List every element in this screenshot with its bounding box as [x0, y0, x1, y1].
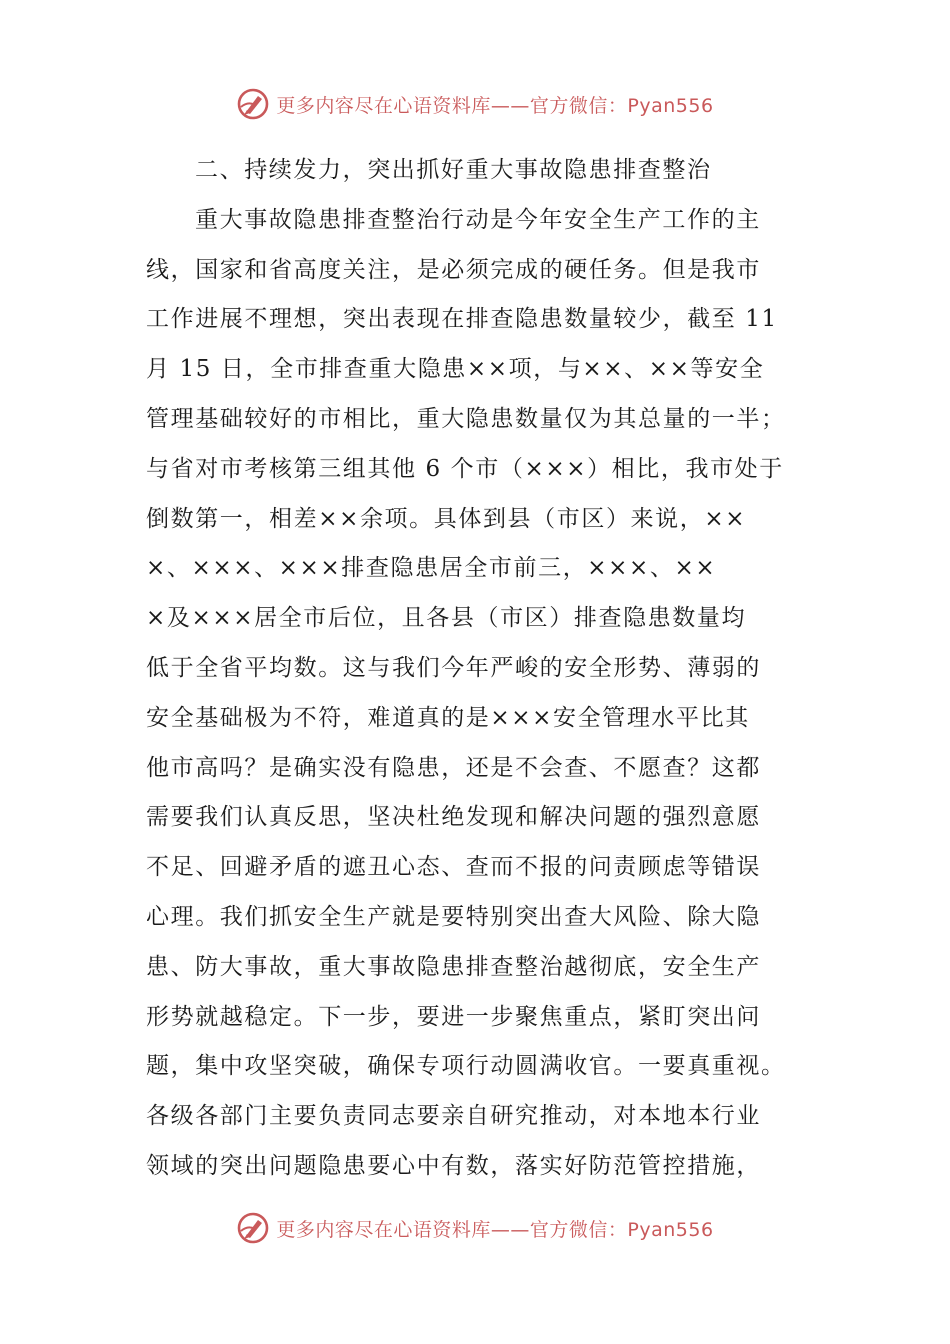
- paragraph-line: 领域的突出问题隐患要心中有数，落实好防范管控措施，: [146, 1152, 761, 1179]
- paragraph-line: 不足、回避矛盾的遮丑心态、查而不报的问责顾虑等错误: [146, 854, 761, 881]
- watermark-header: [0, 84, 950, 124]
- paragraph-line: 心理。我们抓安全生产就是要特别突出查大风险、除大隐: [146, 903, 761, 930]
- section-heading: 二、持续发力，突出抓好重大事故隐患排查整治: [195, 157, 712, 183]
- watermark-text: 更多内容尽在心语资料库——官方微信：Pyan556: [276, 94, 714, 117]
- paragraph-line: 形势就越稳定。下一步，要进一步聚焦重点，紧盯突出问: [146, 1003, 761, 1030]
- paragraph-line: 他市高吗？是确实没有隐患，还是不会查、不愿查？这都: [146, 754, 761, 781]
- paragraph-line: 安全基础极为不符，难道真的是×××安全管理水平比其: [146, 704, 750, 731]
- paragraph-line: 月 15 日，全市排查重大隐患××项，与××、××等安全: [146, 356, 765, 383]
- watermark-footer: [0, 1208, 950, 1248]
- paragraph-line: 与省对市考核第三组其他 6 个市（×××）相比，我市处于: [146, 455, 784, 482]
- paragraph-line: 题，集中攻坚突破，确保专项行动圆满收官。一要真重视。: [146, 1053, 786, 1080]
- paragraph-line: 各级各部门主要负责同志要亲自研究推动，对本地本行业: [146, 1103, 761, 1130]
- paragraph-line: 线，国家和省高度关注，是必须完成的硬任务。但是我市: [146, 256, 761, 283]
- paragraph-line: 低于全省平均数。这与我们今年严峻的安全形势、薄弱的: [146, 654, 761, 681]
- document-body: [146, 146, 810, 1192]
- paragraph-line: 工作进展不理想，突出表现在排查隐患数量较少，截至 11: [146, 306, 778, 333]
- paragraph-line: ×、×××、×××排查隐患居全市前三，×××、××: [146, 555, 717, 582]
- paragraph-line: 倒数第一，相差××余项。具体到县（市区）来说，××: [146, 505, 747, 532]
- watermark-text: 更多内容尽在心语资料库——官方微信：Pyan556: [276, 1218, 714, 1241]
- pen-nib-icon: [236, 1211, 270, 1245]
- paragraph-line: ×及×××居全市后位，且各县（市区）排查隐患数量均: [146, 605, 747, 632]
- pen-nib-icon: [236, 87, 270, 121]
- paragraph-line: 管理基础较好的市相比，重大隐患数量仅为其总量的一半；: [146, 405, 786, 432]
- paragraph-line: 患、防大事故，重大事故隐患排查整治越彻底，安全生产: [146, 953, 761, 980]
- paragraph-line: 重大事故隐患排查整治行动是今年安全生产工作的主: [195, 206, 761, 233]
- paragraph-line: 需要我们认真反思，坚决杜绝发现和解决问题的强烈意愿: [146, 804, 761, 831]
